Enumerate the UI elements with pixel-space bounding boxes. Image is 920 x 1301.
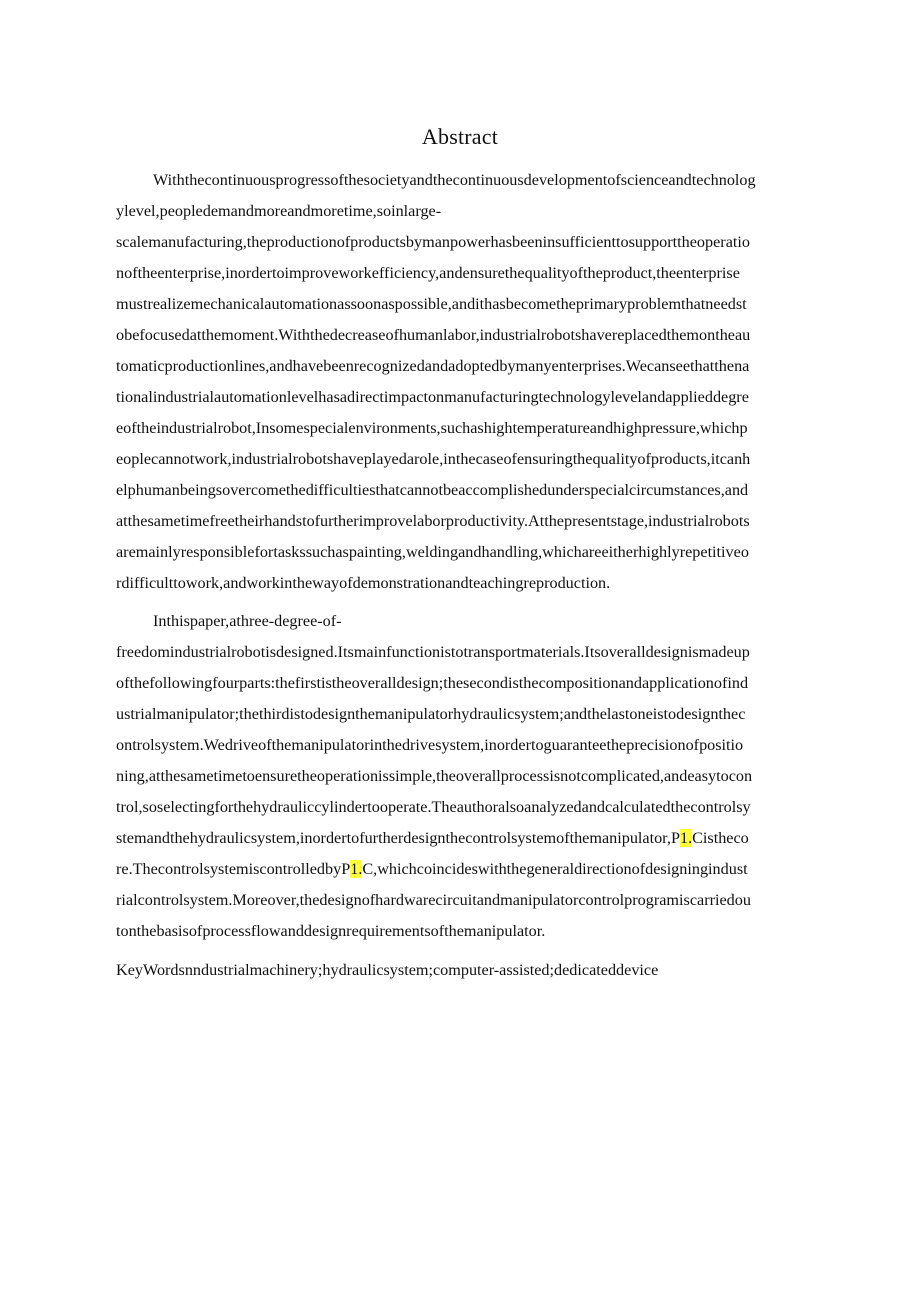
paragraph-line: ustrialmanipulator;thethirdistodesignthemanipulatorhydraulicsystem;andthelastoneistodesignthec — [116, 705, 746, 723]
paragraph-line: aremainlyresponsiblefortaskssuchaspainting,weldingandhandling,whichareeitherhighlyrepetitiveo — [116, 543, 749, 561]
abstract-paragraph-1 — [116, 165, 844, 599]
paragraph-line: tionalindustrialautomationlevelhasadirectimpactonmanufacturingtechnologylevelandapplieddegre — [116, 388, 749, 406]
paragraph-line: ofthefollowingfourparts:thefirstistheoveralldesign;thesecondisthecompositionandapplicationofind — [116, 674, 749, 692]
keywords-line — [116, 955, 844, 986]
paragraph-line: obefocusedatthemoment.Withthedecreaseofhumanlabor,industrialrobotshavereplacedthemontheau — [116, 326, 751, 344]
paragraph-line: ylevel,peopledemandmoreandmoretime,soinlarge- — [116, 202, 442, 220]
abstract-paragraph-2 — [116, 606, 844, 947]
highlighted-text: 1. — [350, 860, 363, 878]
paragraph-line: mustrealizemechanicalautomationassoonaspossible,andithasbecometheprimaryproblemthatneedst — [116, 295, 747, 313]
paragraph-line: rialcontrolsystem.Moreover,thedesignofhardwarecircuitandmanipulatorcontrolprogramiscarriedou — [116, 891, 751, 909]
line-text: re.ThecontrolsystemiscontrolledbyP — [116, 860, 351, 878]
highlighted-text: 1. — [679, 829, 693, 847]
paragraph-line: scalemanufacturing,theproductionofproductsbymanpowerhasbeeninsufficienttosupporttheoperatio — [116, 233, 750, 251]
paragraph-line: atthesametimefreetheirhandstofurtherimprovelaborproductivity.Atthepresentstage,industrialrobots — [116, 512, 750, 530]
keywords-text: KeyWordsnndustrialmachinery;hydraulicsystem;computer-assisted;dedicateddevice — [116, 961, 659, 979]
paragraph-line: tomaticproductionlines,andhavebeenrecognizedandadoptedbymanyenterprises.Wecanseethatthena — [116, 357, 750, 375]
paragraph-line: eoftheindustrialrobot,Insomespecialenvironments,suchashightemperatureandhighpressure,whichp — [116, 419, 748, 437]
paragraph-line: eoplecannotwork,industrialrobotshaveplayedarole,inthecaseofensuringthequalityofproducts,itcanh — [116, 450, 751, 468]
paragraph-line: elphumanbeingsovercomethedifficultiesthatcannotbeaccomplishedunderspecialcircumstances,and — [116, 481, 749, 499]
paragraph-line: tonthebasisofprocessflowanddesignrequirementsofthemanipulator. — [116, 922, 546, 940]
line-text: Cistheco — [692, 829, 749, 847]
paragraph-line: trol,soselectingforthehydrauliccylindertooperate.Theauthoralsoanalyzedandcalculatedthecontrolsy — [116, 798, 751, 816]
abstract-title: Abstract — [421, 124, 499, 149]
paragraph-line — [116, 854, 844, 885]
paragraph-line: freedomindustrialrobotisdesigned.Itsmainfunctionistotransportmaterials.Itsoveralldesignismadeup — [116, 643, 750, 661]
line-text: C,whichcoincideswiththegeneraldirectionofdesigningindust — [362, 860, 748, 878]
paragraph-line: Inthispaper,athree-degree-of- — [153, 612, 342, 630]
paragraph-line: rdifficulttowork,andworkinthewayofdemonstrationandteachingreproduction. — [116, 574, 611, 592]
paragraph-line: noftheenterprise,inordertoimproveworkefficiency,andensurethequalityoftheproduct,theenterprise — [116, 264, 740, 282]
paragraph-line: ontrolsystem.Wedriveofthemanipulatorinthedrivesystem,inordertoguaranteetheprecisionofpositio — [116, 736, 744, 754]
paragraph-line: Withthecontinuousprogressofthesocietyandthecontinuousdevelopmentofscienceandtechnolog — [153, 171, 756, 189]
paragraph-line: ning,atthesametimetoensuretheoperationissimple,theoverallprocessisnotcomplicated,andeasytocon — [116, 767, 753, 785]
line-text: stemandthehydraulicsystem,inordertofurtherdesignthecontrolsystemofthemanipulator,P — [116, 829, 680, 847]
paragraph-line — [116, 823, 844, 854]
